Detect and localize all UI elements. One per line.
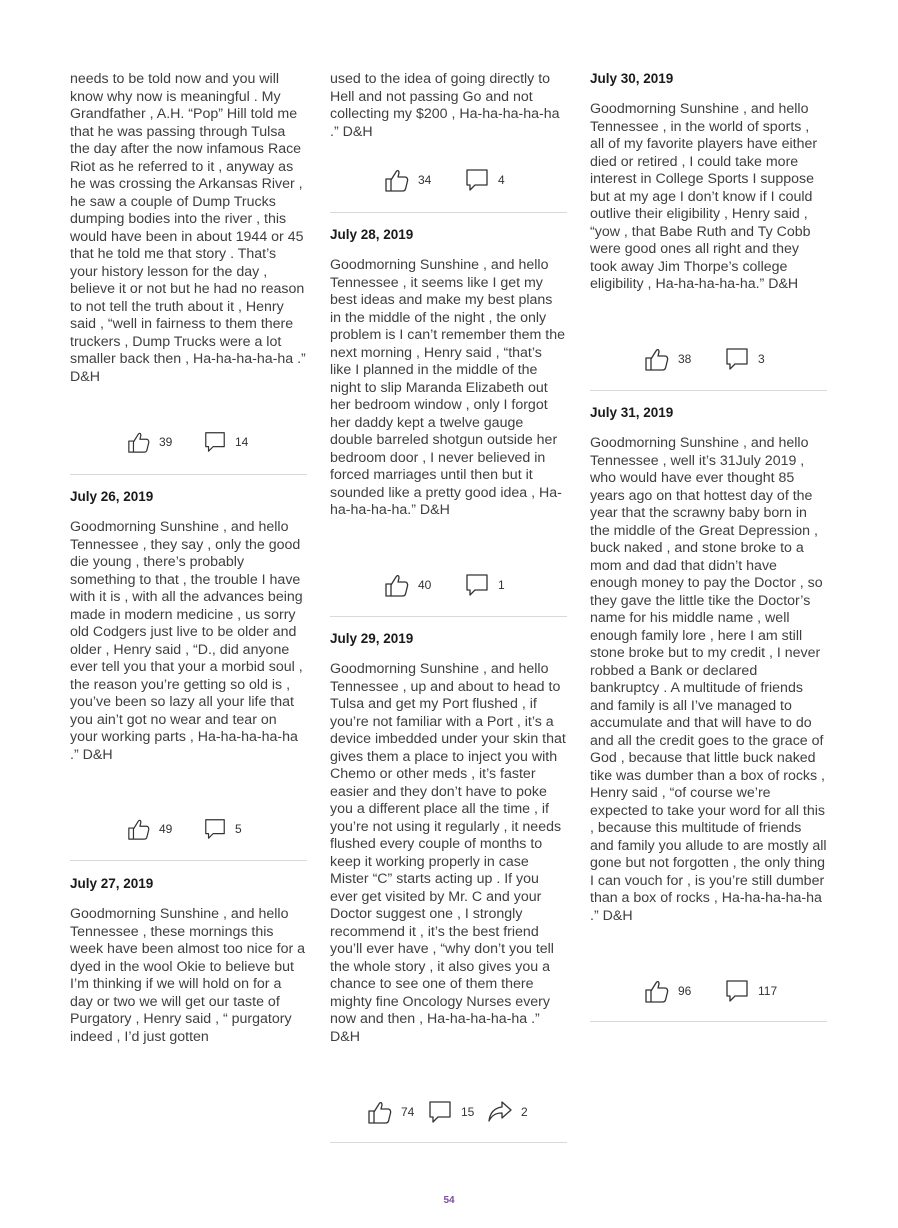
- post-date: July 29, 2019: [330, 631, 414, 646]
- post-text: Goodmorning Sunshine , and hello Tennessee , these mornings this week have been almost too nice for a dyed in the wool Okie to believe but I’m thinking if we will hold on for a day or two we will get our taste of Purgatory , Henry said , “ purgatory indeed , I’d just gotten: [70, 906, 306, 1045]
- post-divider: [330, 212, 567, 213]
- like-count: 40: [418, 578, 432, 592]
- comment-count: 1: [498, 578, 505, 592]
- like-button[interactable]: [384, 571, 431, 599]
- comment-count: 5: [235, 822, 242, 836]
- share-count: 2: [521, 1105, 528, 1119]
- post-date: July 31, 2019: [590, 405, 674, 420]
- comment-button[interactable]: [464, 571, 505, 599]
- like-button[interactable]: [644, 345, 691, 373]
- post-stats: [644, 977, 827, 1005]
- like-count: 49: [159, 822, 173, 836]
- like-count: 34: [418, 173, 432, 187]
- like-count: 96: [678, 984, 692, 998]
- post-text: Goodmorning Sunshine , and hello Tennessee , it seems like I get my best ideas and make my best plans in the middle of the night , the only problem is I can’t remember them the next morning , Henry said , “that’s like I planned in the middle of the night to slip Maranda Elizabeth out her bedroom window , only I forgot her daddy kept a twelve gauge double barreled shotgun outside her bedroom door , I never believed in forced marriages until then but it sounded like a pretty good idea , Ha-ha-ha-ha-ha.” D&H: [330, 257, 565, 518]
- post-text: Goodmorning Sunshine , and hello Tennessee , well it’s 31July 2019 , who would have ever thought 85 years ago on that hottest day of the year that the scrawny baby born in the middle of the Great Depression , buck naked , and stone broke to a mom and dad that didn’t have enough money to pay the Doctor , so they gave the little tike the Doctor’s name for his middle name , well enough family lore , here I am still stone broke but to my credit , I never robbed a Bank or declared bankruptcy . A multitude of friends and family is all I’ve managed to accumulate and that will have to do and all the credit goes to the grace of God , because that little buck naked tike was dumber than a box of rocks , Henry said , “of course we’re expected to take your word for all this , because this multitude of friends and family you allude to are mostly all gone but not forgotten , the only thing I can vouch for , is you’re still dumber than a box of rocks , Ha-ha-ha-ha-ha .” D&H: [590, 435, 827, 924]
- comment-button[interactable]: [724, 345, 765, 373]
- post-divider: [330, 616, 567, 617]
- post-date: July 30, 2019: [590, 71, 674, 86]
- post-divider: [590, 390, 827, 391]
- comment-count: 15: [461, 1105, 475, 1119]
- continued-post-text: used to the idea of going directly to Hell and not passing Go and not collecting my $200 , Ha-ha-ha-ha-ha .” D&H: [330, 71, 560, 140]
- continued-post-text: needs to be told now and you will know why now is meaningful . My Grandfather , A.H. “Pop” Hill told me that he was passing through Tulsa the day after the now infamous Race Riot as he referred to it , anyway as he was crossing the Arkansas River , he saw a couple of Dump Trucks dumping bodies into the river , this would have been in about 1944 or 45 that he told me that story . That’s your history lesson for the day , believe it or not but he had no reason to not tell the truth about it , Henry said , “well in fairness to them there truckers , Dump Trucks were a lot smaller back then , Ha-ha-ha-ha-ha .” D&H: [70, 71, 306, 385]
- post-stats: [384, 166, 567, 194]
- like-button[interactable]: [384, 166, 431, 194]
- comment-count: 14: [235, 435, 249, 449]
- comment-button[interactable]: [203, 815, 242, 843]
- comment-button[interactable]: [203, 428, 248, 456]
- post-date: July 26, 2019: [70, 489, 154, 504]
- post-text: Goodmorning Sunshine , and hello Tennessee , they say , only the good die young , there’s probably something to that , the trouble I have with it is , with all the advances being made in modern medicine , us sorry old Codgers just live to be older and older , Henry said , “D., did anyone ever tell you that your a morbid soul , the reason you’re getting so old is , you’ve been so lazy all your life that you ain’t got no wear and tear on your working parts , Ha-ha-ha-ha-ha .” D&H: [70, 519, 303, 763]
- post-divider: [590, 1021, 827, 1022]
- comment-count: 117: [758, 984, 778, 998]
- post-stats: [367, 1098, 567, 1126]
- page-number: 54: [443, 1195, 455, 1206]
- comment-button[interactable]: [464, 166, 505, 194]
- post-stats: [127, 815, 307, 843]
- like-count: 39: [159, 435, 173, 449]
- comment-button[interactable]: [427, 1098, 474, 1126]
- post-date: July 28, 2019: [330, 227, 414, 242]
- like-count: 38: [678, 352, 692, 366]
- post-divider: [70, 474, 307, 475]
- like-button[interactable]: [127, 428, 172, 456]
- post-stats: [644, 345, 827, 373]
- post-text: Goodmorning Sunshine , and hello Tennessee , up and about to head to Tulsa and get my Port flushed , if you’re not familiar with a Port , it’s a device imbedded under your skin that gives them a place to inject you with Chemo or other meds , it’s faster easier and they don’t have to poke you a different place all the time , if you’re not using it regularly , it needs flushed every couple of months to keep it working properly in case Mister “C” starts acting up . If you ever get visited by Mr. C and your Doctor suggest one , I strongly recommend it , it’s the best friend you’ll ever have , “why don’t you tell the whole story , it also gives you a chance to see one of them there mighty fine Oncology Nurses every now and then , Ha-ha-ha-ha-ha .” D&H: [330, 661, 566, 1045]
- comment-count: 4: [498, 173, 505, 187]
- post-text: Goodmorning Sunshine , and hello Tennessee , in the world of sports , all of my favorite players have either died or retired , I could take more interest in College Sports I suppose but at my age I don’t know if I could outlive their eligibility , Henry said , “yow , that Babe Ruth and Ty Cobb were good ones all right and they took away Jim Thorpe’s college eligibility , Ha-ha-ha-ha-ha.” D&H: [590, 101, 818, 292]
- like-button[interactable]: [127, 815, 172, 843]
- post-stats: [127, 428, 307, 456]
- comment-count: 3: [758, 352, 765, 366]
- post-divider: [70, 860, 307, 861]
- post-stats: [384, 571, 567, 599]
- share-button[interactable]: [487, 1098, 528, 1126]
- post-date: July 27, 2019: [70, 876, 154, 891]
- like-button[interactable]: [367, 1098, 414, 1126]
- post-divider: [330, 1142, 567, 1143]
- like-button[interactable]: [644, 977, 691, 1005]
- comment-button[interactable]: [724, 977, 777, 1005]
- like-count: 74: [401, 1105, 415, 1119]
